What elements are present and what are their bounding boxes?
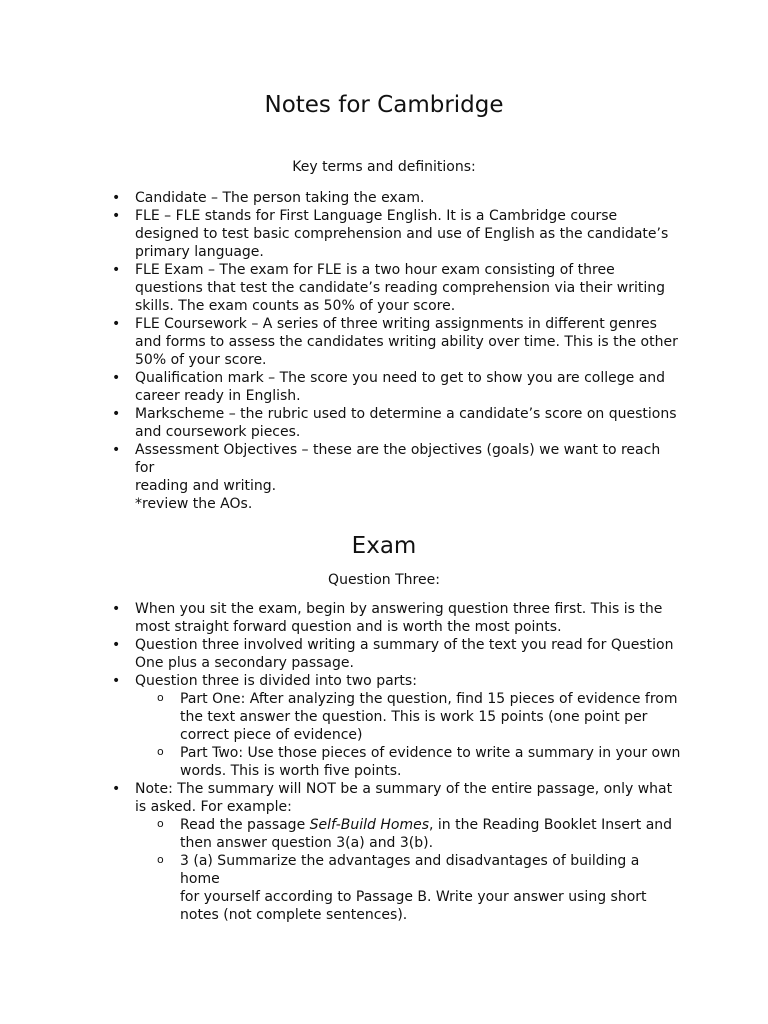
text-line: words. This is worth five points.	[180, 763, 402, 779]
term-qualification-mark	[112, 369, 682, 405]
text-line: notes (not complete sentences).	[180, 907, 408, 923]
text-line: is asked. For example:	[135, 799, 292, 815]
text-line: reading and writing.	[135, 478, 277, 494]
term-assessment-objectives	[112, 441, 682, 513]
passage-title: Self-Build Homes	[309, 817, 429, 833]
sublist-item-part-two	[135, 744, 682, 780]
sublist-item-example-2	[135, 852, 682, 924]
list-item	[112, 636, 682, 672]
text-line: 50% of your score.	[135, 352, 267, 368]
example-text-pre: Read the passage	[180, 817, 310, 833]
term-candidate	[112, 189, 682, 207]
term-fle-coursework	[112, 315, 682, 369]
text-line: • Qualification mark – The score you need to get to show you are college and	[135, 370, 666, 386]
text-line: career ready in English.	[135, 388, 301, 404]
sublist-item-example-1	[135, 816, 682, 852]
question-three-heading: Question Three:	[328, 572, 440, 588]
term-fle	[112, 207, 682, 261]
text-line: and forms to assess the candidates writing ability over time. This is the other	[135, 334, 678, 350]
list-item	[112, 600, 682, 636]
sublist-item-part-one	[135, 690, 682, 744]
term-fle-exam	[112, 261, 682, 315]
text-line: o Part One: After analyzing the question, find 15 pieces of evidence from	[180, 691, 678, 707]
list-item	[112, 672, 682, 780]
text-line: • Question three involved writing a summary of the text you read for Question	[135, 637, 674, 653]
text-line: • FLE Exam – The exam for FLE is a two hour exam consisting of three	[135, 262, 615, 278]
text-line: primary language.	[135, 244, 264, 260]
text-line: questions that test the candidate’s reading comprehension via their writing	[135, 280, 665, 296]
text-line: • FLE – FLE stands for First Language English. It is a Cambridge course	[135, 208, 618, 224]
key-terms-list	[112, 189, 682, 513]
text-line: o Part Two: Use those pieces of evidence to write a summary in your own	[180, 745, 681, 761]
text-line: for yourself according to Passage B. Write your answer using short	[180, 889, 647, 905]
text-line: *review the AOs.	[135, 496, 253, 512]
text-line: then answer question 3(a) and 3(b).	[180, 835, 434, 851]
text-line: • FLE Coursework – A series of three writing assignments in different genres	[135, 316, 657, 332]
parts-sublist	[135, 690, 682, 780]
text-line: o 3 (a) Summarize the advantages and disadvantages of building a home	[180, 853, 640, 887]
text-line: and coursework pieces.	[135, 424, 301, 440]
question-three-list	[112, 600, 682, 924]
exam-heading: Exam	[351, 533, 417, 559]
text-line: designed to test basic comprehension and use of English as the candidate’s	[135, 226, 669, 242]
document-title: Notes for Cambridge	[264, 92, 504, 118]
text-line: • When you sit the exam, begin by answering question three first. This is the	[135, 601, 663, 617]
text-line: most straight forward question and is worth the most points.	[135, 619, 562, 635]
term-markscheme	[112, 405, 682, 441]
text-line: • Assessment Objectives – these are the objectives (goals) we want to reach for	[135, 442, 661, 476]
text-line: One plus a secondary passage.	[135, 655, 354, 671]
text-line: • Markscheme – the rubric used to determine a candidate’s score on questions	[135, 406, 677, 422]
text-line: correct piece of evidence)	[180, 727, 363, 743]
text-line: • Candidate – The person taking the exam.	[135, 190, 425, 206]
example-text-post: , in the Reading Booklet Insert and	[429, 817, 673, 833]
text-line	[180, 816, 682, 834]
list-item-note	[112, 780, 682, 924]
section-subtitle-key-terms: Key terms and definitions:	[292, 159, 476, 175]
text-line: skills. The exam counts as 50% of your score.	[135, 298, 456, 314]
text-line: • Note: The summary will NOT be a summary of the entire passage, only what	[135, 781, 673, 797]
examples-sublist	[135, 816, 682, 924]
text-line: the text answer the question. This is work 15 points (one point per	[180, 709, 648, 725]
text-line: • Question three is divided into two parts:	[135, 673, 417, 689]
